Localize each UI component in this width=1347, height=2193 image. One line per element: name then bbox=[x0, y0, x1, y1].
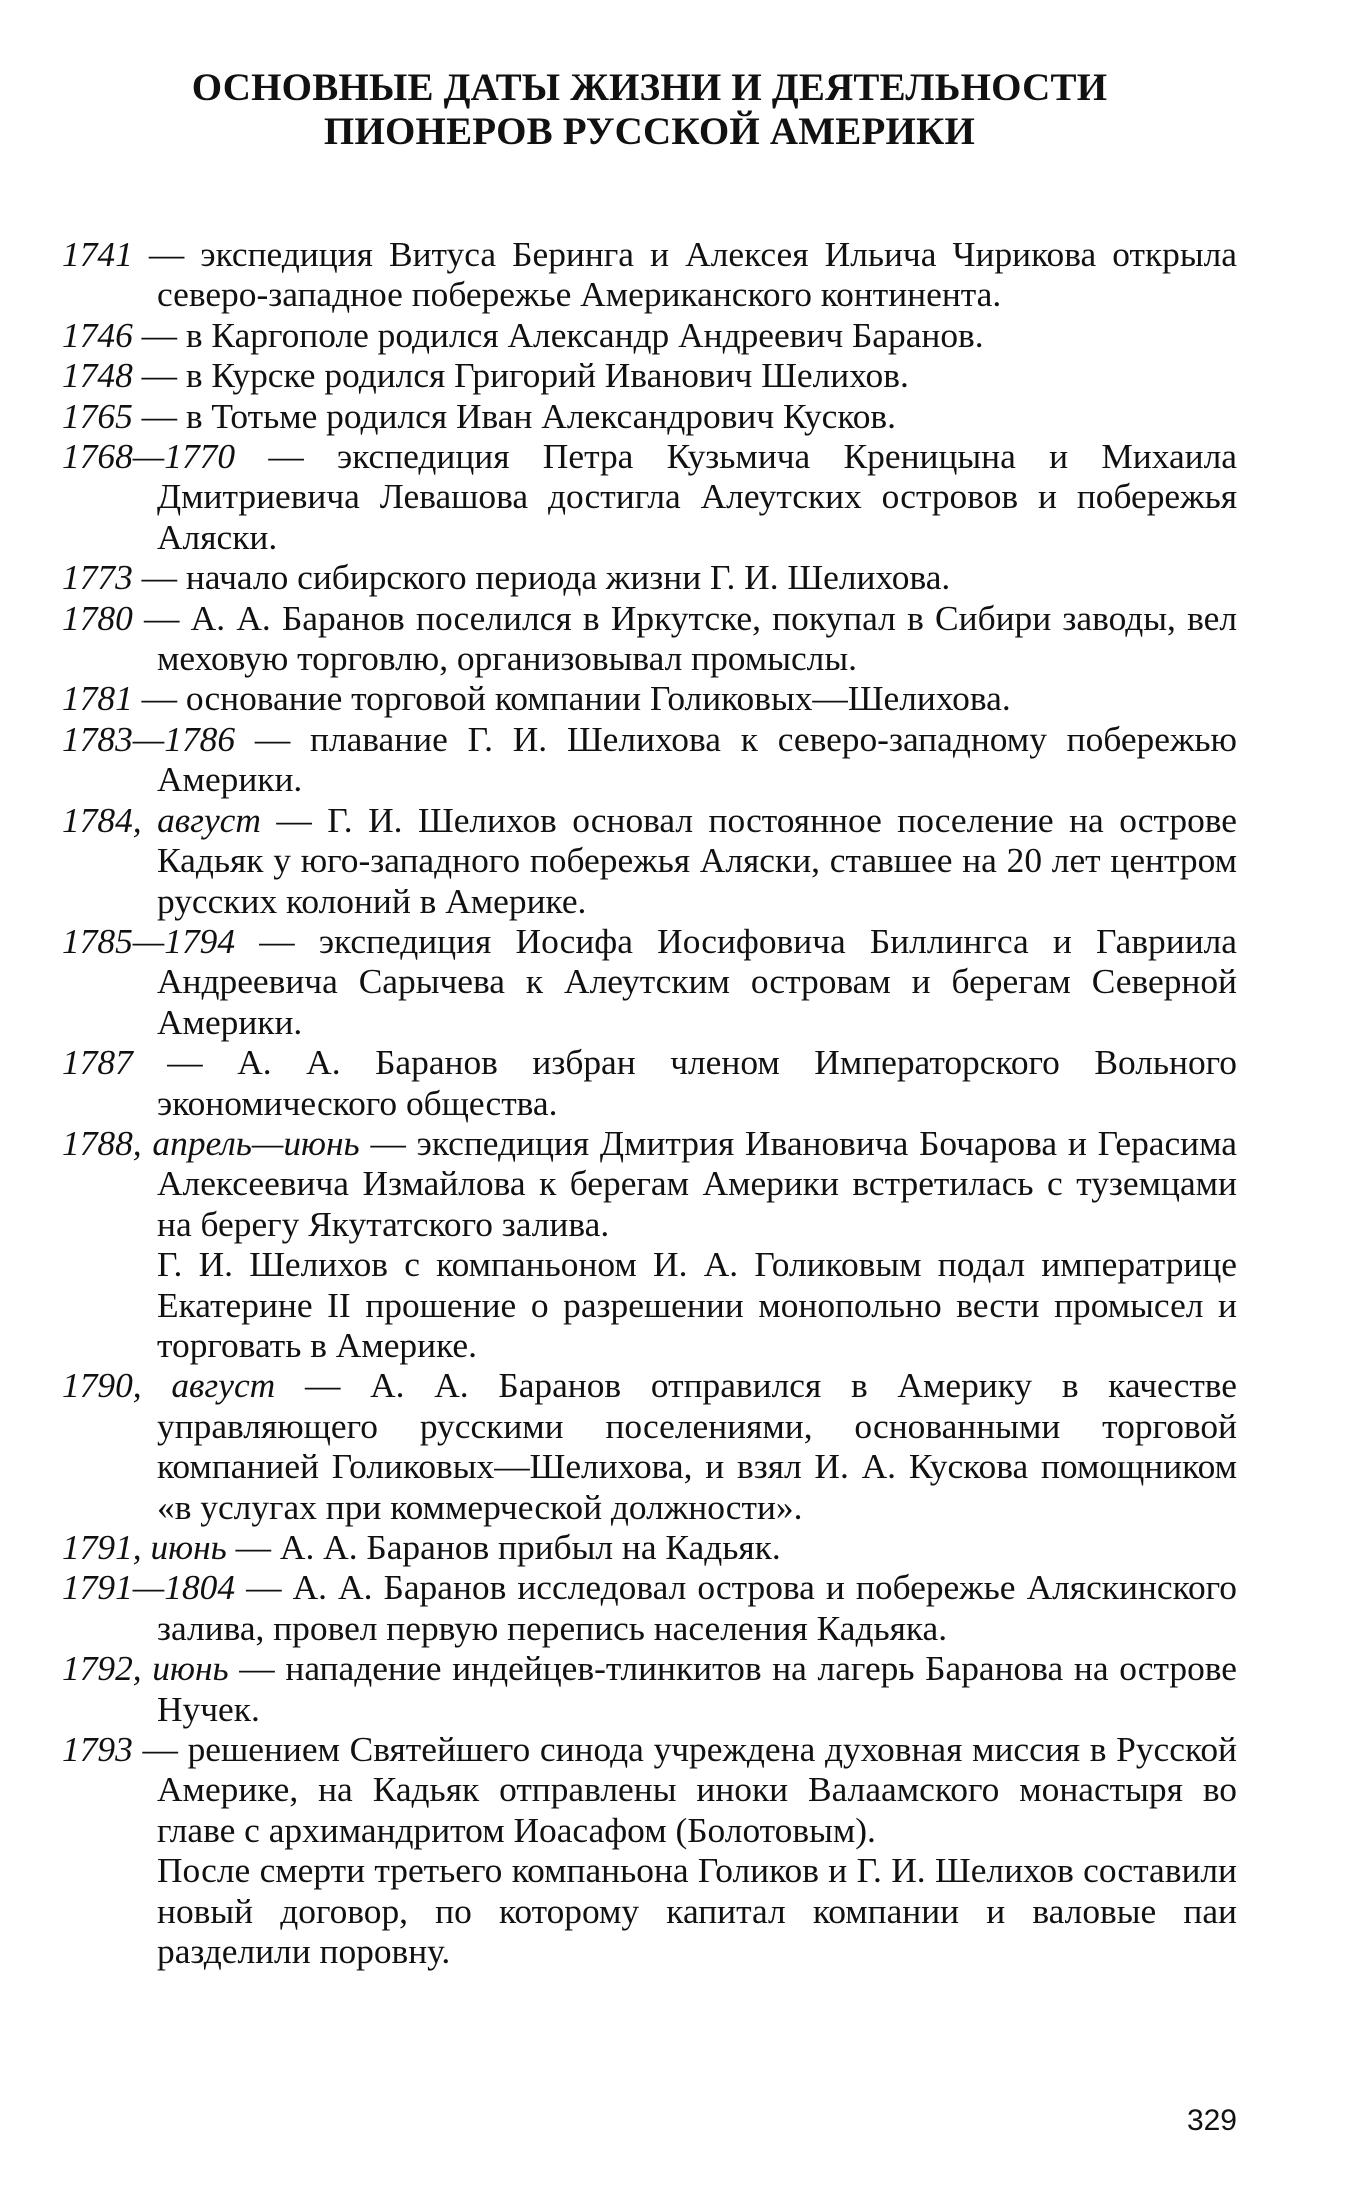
chronology-entry bbox=[62, 396, 1237, 436]
chronology-entry bbox=[62, 678, 1237, 718]
entry-text: — основание торговой компании Голиковых—Шелихова. bbox=[132, 678, 1011, 719]
entry-text: — решением Святейшего синода учреждена духовная миссия в Русской Америке, на Кадьяк отправлены иноки Валаамского монастыря во главе с архимандритом Иоасафом (Болотовым). bbox=[132, 1729, 1237, 1850]
entry-date: 1787 bbox=[62, 1042, 133, 1083]
chronology-entry bbox=[62, 1042, 1237, 1123]
entry-text: — А. А. Баранов прибыл на Кадьяк. bbox=[226, 1527, 781, 1567]
entry-date: 1785—1794 bbox=[62, 920, 236, 961]
entry-date: 1791—1804 bbox=[62, 1567, 236, 1608]
chronology-entry bbox=[62, 1729, 1237, 1850]
chronology-entry bbox=[62, 719, 1237, 800]
chronology-entry bbox=[62, 1648, 1237, 1729]
page-number: 329 bbox=[1186, 2104, 1237, 2137]
entry-text: — в Курске родился Григорий Иванович Шелихов. bbox=[132, 355, 909, 396]
entry-text: — экспедиция Иосифа Иосифовича Биллингса и Гавриила Андреевича Сарычева к Алеутским островам и берегам Северной Америки. bbox=[157, 920, 1237, 1042]
chronology-entry bbox=[62, 1527, 1237, 1567]
entry-date: 1791, июнь bbox=[62, 1527, 227, 1567]
chronology-paragraph: Г. И. Шелихов с компаньоном И. А. Голиковым подал императрице Екатерине II прошение о разрешении монопольно вести промысел и торговать в Америке. bbox=[157, 1244, 1237, 1365]
entry-text: — экспедиция Дмитрия Ивановича Бочарова и Герасима Алексеевича Измайлова к берегам Америки встретилась с туземцами на берегу Якутатского залива. bbox=[157, 1122, 1237, 1244]
chronology-entry bbox=[62, 315, 1237, 355]
chronology-entry bbox=[62, 1365, 1237, 1527]
entry-date: 1768—1770 bbox=[62, 436, 236, 477]
page-title-line-1: ОСНОВНЫЕ ДАТЫ ЖИЗНИ И ДЕЯТЕЛЬНОСТИ bbox=[191, 66, 1108, 109]
chronology-entry bbox=[62, 234, 1237, 315]
chronology-entry bbox=[62, 436, 1237, 557]
entry-text: — А. А. Баранов исследовал острова и побережье Аляскинского залива, провел первую перепись населения Кадьяка. bbox=[157, 1567, 1237, 1648]
entry-text: — экспедиция Петра Кузьмича Креницына и Михаила Дмитриевича Левашова достигла Алеутских островов и побережья Аляски. bbox=[157, 436, 1237, 557]
entry-date: 1748 bbox=[62, 355, 133, 396]
entry-date: 1784, август bbox=[62, 799, 261, 840]
chronology-entry bbox=[62, 557, 1237, 597]
entry-text: — в Каргополе родился Александр Андреевич Баранов. bbox=[132, 314, 984, 355]
entry-text: — экспедиция Витуса Беринга и Алексея Ильича Чирикова открыла северо-западное побережье Американского континента. bbox=[132, 234, 1237, 315]
entry-date: 1792, июнь bbox=[62, 1648, 229, 1689]
chronology-entry bbox=[62, 598, 1237, 679]
entry-date: 1741 bbox=[62, 234, 133, 274]
entry-text: — начало сибирского периода жизни Г. И. Шелихова. bbox=[132, 557, 951, 598]
chronology-entry bbox=[62, 921, 1237, 1042]
entry-date: 1793 bbox=[62, 1729, 133, 1770]
entry-text: — нападение индейцев-тлинкитов на лагерь Баранова на острове Нучек. bbox=[157, 1648, 1237, 1729]
entry-text: — А. А. Баранов отправился в Америку в качестве управляющего русскими поселениями, основанными торговой компанией Голиковых—Шелихова, и взял И. А. Кускова помощником «в услугах при коммерческой должности». bbox=[157, 1365, 1237, 1527]
entry-date: 1783—1786 bbox=[62, 718, 236, 759]
entry-text: — плавание Г. И. Шелихова к северо-западному побережью Америки. bbox=[157, 718, 1237, 800]
chronology-paragraph: После смерти третьего компаньона Голиков и Г. И. Шелихов составили новый договор, по которому капитал компании и валовые паи разделили поровну. bbox=[157, 1850, 1237, 1972]
entry-date: 1773 bbox=[62, 557, 133, 598]
entry-date: 1780 bbox=[62, 597, 133, 638]
entry-date: 1746 bbox=[62, 314, 133, 355]
page bbox=[62, 66, 1237, 1971]
entry-date: 1790, август bbox=[62, 1365, 276, 1406]
page-title bbox=[62, 66, 1237, 154]
chronology-entry bbox=[62, 1567, 1237, 1648]
page-title-line-2: ПИОНЕРОВ РУССКОЙ АМЕРИКИ bbox=[323, 110, 976, 153]
chronology-entry bbox=[62, 800, 1237, 921]
entry-date: 1781 bbox=[62, 678, 133, 719]
entry-date: 1765 bbox=[62, 395, 133, 436]
entry-text: — А. А. Баранов поселился в Иркутске, покупал в Сибири заводы, вел меховую торговлю, организовывал промыслы. bbox=[132, 597, 1237, 679]
entry-text: — в Тотьме родился Иван Александрович Кусков. bbox=[132, 395, 896, 436]
chronology-entry bbox=[62, 1123, 1237, 1244]
chronology-entry bbox=[62, 355, 1237, 395]
entry-text: — А. А. Баранов избран членом Императорского Вольного экономического общества. bbox=[132, 1042, 1237, 1123]
chronology-list bbox=[62, 234, 1237, 1971]
entry-date: 1788, апрель—июнь bbox=[62, 1122, 360, 1163]
entry-text: — Г. И. Шелихов основал постоянное поселение на острове Кадьяк у юго-западного побережья Аляски, ставшее на 20 лет центром русских колоний в Америке. bbox=[157, 799, 1237, 921]
